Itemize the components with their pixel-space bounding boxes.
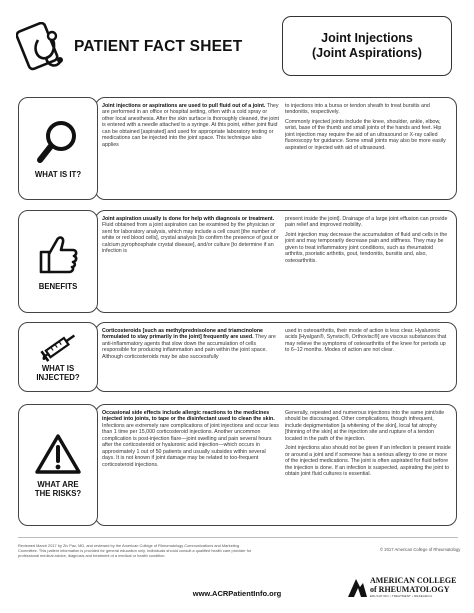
section-right-text [285, 103, 451, 154]
topic-box [282, 16, 452, 76]
section-body: Fluid obtained from a joint aspiration can be examined by the physician or sent for laboratory analysis, which may include a cell count [the number of white or red blood cells], crystal analysis [to confirm the presence of gout or calcium pyrophosphate crystal disease], and/or culture [to determine if an infection is [102, 222, 279, 255]
section-left-text [102, 328, 279, 363]
section-paragraph: present inside the joint]. Drainage of a large joint effusion can provide pain relief and improved mobility. [285, 216, 448, 229]
section-label [39, 282, 78, 292]
section-lead: Corticosteroids [such as methylprednisolone and triamcinolone formulated to stay primarily in the joint] frequently are used. [102, 328, 263, 341]
copyright: © 2017 American College of Rheumatology [380, 547, 461, 552]
section-left-text [102, 216, 279, 258]
section-icon-box [18, 322, 98, 392]
section-paragraph: Generally, repeated and numerous injections into the same joint/site should be discouraged. Other complications, though infrequent, include depigmentation [a whitening of the skin], local fat atrophy [thinning of the skin] at the injection site and rupture of a tendon located in the path of the injection. [285, 410, 445, 442]
stethoscope-clipboard-icon [16, 22, 66, 76]
website-link[interactable]: www.ACRPatientInfo.org [192, 589, 282, 598]
magnifying-glass-icon [35, 118, 81, 166]
section-what-are-the-risks [95, 404, 457, 526]
section-paragraph: to injections into a bursa or tendon sheath to treat bursitis and tendonitis, respectively. [285, 103, 430, 116]
topic-line-1: Joint Injections [321, 31, 413, 45]
section-lead: Joint injections or aspirations are used to pull fluid out of a joint. [102, 103, 266, 109]
footer-divider [18, 537, 458, 538]
acr-logo [346, 575, 458, 599]
page-title: PATIENT FACT SHEET [74, 38, 243, 55]
section-body: They are performed in an office or hospital setting, often with a cold spray or other local anesthesia. After the skin surface is thoroughly cleaned, the joint is entered with a needle attached to a syringe. At this point, either joint fluid can be obtained [aspirated] and used for appropriate laboratory testing or medications can be injected into the joint space. This technique also applies [102, 103, 279, 148]
section-body: Infections are extremely rare complications of joint injections and occur less than 1 time per 15,000 corticosteroid injections. Another uncommon complication is post-injection flare—joint swelling and pain several hours after the corticosteroid or hyaluronic acid injection—which occurs in approximately 1 out of 50 patients and usually subsides within several days. It is not known if joint damage may be related to too-frequent corticosteroid injections. [102, 422, 279, 468]
org-name-line: AMERICAN COLLEGE [370, 576, 457, 585]
section-lead: Joint aspiration usually is done for help with diagnosis or treatment. [102, 216, 275, 222]
section-icon-box [18, 97, 98, 200]
section-paragraph: used in osteoarthritis, their mode of action is less clear. Hyaluronic acids [Hyalgan®, Synvisc®, Orthovisc®] are viscous substances that may relieve the symptoms of osteoarthritis of the knee for periods up to 6–12 months. Modes of action are not clear. [285, 328, 447, 354]
topic-line-2: (Joint Aspirations) [312, 46, 422, 60]
org-name-line: of RHEUMATOLOGY [370, 584, 450, 594]
org-tagline: EDUCATION • TREATMENT • RESEARCH [370, 594, 432, 598]
section-right-text [285, 410, 451, 481]
section-body: They are anti-inflammatory agents that slow down the accumulation of cells responsible for producing inflammation and pain within the joint space. Although corticosteroids may be also successfully [102, 334, 276, 360]
section-right-text [285, 216, 451, 267]
acr-mountain-icon [346, 575, 368, 599]
section-paragraph: Joint injection may decrease the accumulation of fluid and cells in the joint and may temporarily decrease pain and stiffness. They may be given to treat inflammatory joint conditions, such as rheumatoid arthritis, psoriatic arthritis, gout, tendonitis, bursitis and, also, osteoarthritis. [285, 231, 448, 264]
section-icon-box [18, 404, 98, 526]
section-label-line: INJECTED? [36, 373, 80, 382]
section-paragraph: Joint injections also should not be given if an infection is present inside or around a joint and if someone has a serious allergy to one or more of the injected medications. The joint is often aspirated for fluid before the injection is done. If an infection is suspected, aspirating the joint to obtain joint fluid cultures is essential. [285, 445, 451, 478]
section-label-line: WHAT ARE [37, 479, 79, 489]
section-icon-box [18, 210, 98, 313]
section-left-text [102, 410, 279, 471]
section-lead: Occasional side effects include allergic reactions to the medicines injected into joints, to tape or the disinfectant used to clean the skin. [102, 410, 275, 423]
section-label-line: WHAT IS [41, 363, 75, 373]
section-label-line: WHAT IS IT? [34, 169, 82, 179]
review-note: Reviewed March 2017 by Ziv Paz, MD, and reviewed by the American College of Rheumatology Communications and Marketing Committee. This patient information is provided for general education only. Individuals should consult a qualified health care provider for professional medical advice, diagnosis and treatment of a medical or health condition. [18, 543, 252, 558]
section-right-text [285, 328, 451, 357]
warning-icon [33, 432, 83, 476]
section-left-text [102, 103, 279, 151]
section-label-line: BENEFITS [38, 281, 78, 291]
thumbs-up-icon [35, 232, 81, 278]
syringe-icon [34, 332, 82, 362]
section-label [36, 364, 79, 383]
section-what-is-injected [95, 322, 457, 392]
section-label-line: THE RISKS? [34, 489, 82, 498]
section-benefits [95, 210, 457, 313]
section-what-is-it [95, 97, 457, 200]
section-paragraph: Commonly injected joints include the knee, shoulder, ankle, elbow, wrist, base of the thumb and small joints of the hands and feet. Hip joint injection may require the aid of an ultrasound or X-ray called fluoroscopy for guidance. Some small joints may also be more easily aspirated or injected with aid of ultrasound. [285, 118, 446, 151]
section-label [35, 170, 81, 180]
section-label [35, 480, 81, 499]
